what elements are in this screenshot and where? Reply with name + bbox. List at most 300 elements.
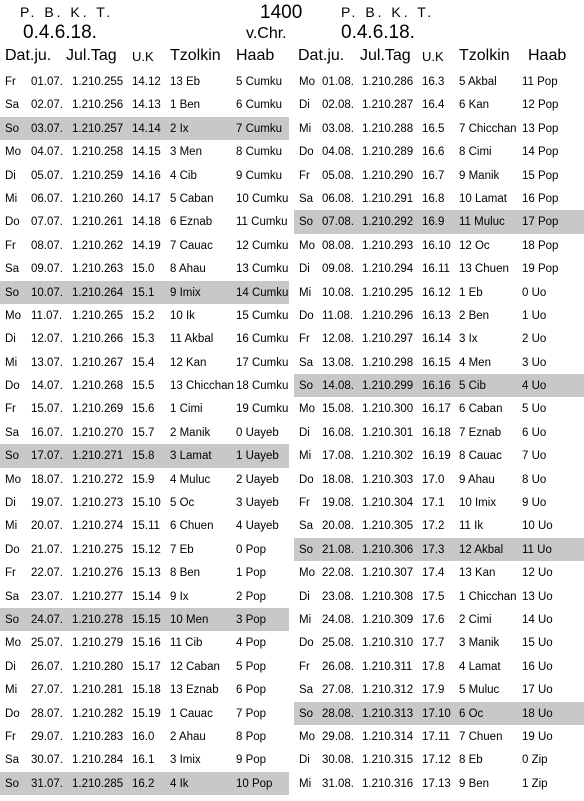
- cell-julian-day: 1.210.276: [72, 567, 124, 580]
- cell-uk: 16.6: [422, 146, 445, 159]
- cell-haab: 2 Uayeb: [236, 473, 279, 486]
- cell-tzolkin: 4 Cib: [170, 169, 197, 182]
- cell-uk: 17.13: [422, 777, 451, 790]
- column-headers: [294, 47, 584, 70]
- cell-date: 23.08.: [322, 590, 354, 603]
- cell-julian-day: 1.210.304: [362, 497, 414, 510]
- cell-tzolkin: 10 Men: [170, 613, 209, 626]
- header-haab: Haab: [528, 47, 567, 64]
- cell-haab: 7 Pop: [236, 707, 267, 720]
- table-row: [294, 631, 584, 654]
- cell-julian-day: 1.210.261: [72, 216, 124, 229]
- cell-tzolkin: 5 Oc: [170, 497, 195, 510]
- cell-weekday: Mo: [299, 730, 315, 743]
- cell-uk: 17.1: [422, 497, 445, 510]
- calendar-table-july: [0, 47, 289, 795]
- cell-weekday: Di: [5, 497, 16, 510]
- cell-haab: 19 Uo: [522, 730, 553, 743]
- cell-tzolkin: 11 Muluc: [459, 216, 505, 229]
- cell-date: 13.08.: [322, 356, 354, 369]
- cell-uk: 14.14: [132, 122, 161, 135]
- cell-tzolkin: 8 Cimi: [459, 146, 492, 159]
- cell-tzolkin: 2 Ben: [459, 309, 490, 322]
- cell-weekday: Fr: [5, 239, 16, 252]
- cell-weekday: Di: [299, 590, 310, 603]
- cell-uk: 16.3: [422, 76, 445, 88]
- table-row: [294, 772, 584, 795]
- cell-haab: 11 Uo: [522, 543, 552, 556]
- cell-uk: 15.2: [132, 309, 155, 322]
- cell-uk: 14.15: [132, 146, 161, 159]
- cell-uk: 17.8: [422, 660, 445, 673]
- calendar-table-august: [294, 47, 584, 795]
- year-label: 1400: [260, 2, 303, 23]
- cell-julian-day: 1.210.263: [72, 263, 124, 276]
- table-rows: [0, 70, 289, 795]
- cell-uk: 17.0: [422, 473, 445, 486]
- cell-tzolkin: 2 Ix: [170, 122, 189, 135]
- cell-uk: 15.0: [132, 263, 155, 276]
- cell-julian-day: 1.210.313: [362, 707, 414, 720]
- cell-date: 18.07.: [31, 473, 63, 486]
- cell-uk: 15.17: [132, 660, 161, 673]
- cell-uk: 16.18: [422, 426, 451, 439]
- cell-weekday: Sa: [5, 426, 20, 439]
- cell-date: 14.08.: [322, 380, 354, 393]
- cell-haab: 1 Uayeb: [236, 450, 279, 463]
- cell-uk: 17.12: [422, 754, 451, 767]
- cell-uk: 16.14: [422, 333, 451, 346]
- cell-weekday: Sa: [299, 684, 314, 697]
- cell-tzolkin: 8 Ahau: [170, 263, 206, 276]
- cell-weekday: Sa: [299, 192, 314, 205]
- cell-julian-day: 1.210.297: [362, 333, 414, 346]
- cell-date: 24.08.: [322, 613, 354, 626]
- header-date: Dat.ju.: [298, 47, 345, 64]
- cell-haab: 2 Uo: [522, 333, 547, 346]
- cell-weekday: Di: [5, 333, 16, 346]
- cell-uk: 17.3: [422, 543, 445, 556]
- column-headers: [0, 47, 289, 70]
- cell-julian-day: 1.210.316: [362, 777, 414, 790]
- cell-haab: 14 Cumku: [236, 286, 289, 299]
- table-row: [294, 117, 584, 140]
- cell-uk: 14.18: [132, 216, 161, 229]
- cell-julian-day: 1.210.314: [362, 730, 414, 743]
- cell-weekday: Sa: [5, 99, 20, 112]
- cell-date: 28.07.: [31, 707, 63, 720]
- cell-weekday: So: [299, 707, 314, 720]
- table-row: [294, 538, 584, 561]
- cell-date: 07.08.: [322, 216, 354, 229]
- cell-julian-day: 1.210.307: [362, 567, 414, 580]
- pbkt-right-label: P. B. K. T.: [341, 4, 435, 20]
- cell-julian-day: 1.210.258: [72, 146, 124, 159]
- cell-haab: 9 Uo: [522, 497, 547, 510]
- cell-julian-day: 1.210.300: [362, 403, 414, 416]
- cell-julian-day: 1.210.288: [362, 122, 414, 135]
- cell-tzolkin: 12 Kan: [170, 356, 207, 369]
- cell-haab: 18 Cumku: [236, 380, 289, 393]
- cell-date: 11.08.: [322, 309, 354, 322]
- cell-julian-day: 1.210.290: [362, 169, 414, 182]
- table-row: [0, 561, 289, 584]
- cell-julian-day: 1.210.264: [72, 286, 124, 299]
- table-row: [0, 281, 289, 304]
- cell-weekday: Mi: [299, 450, 312, 463]
- cell-tzolkin: 13 Chuen: [459, 263, 509, 276]
- cell-weekday: So: [5, 777, 20, 790]
- table-row: [0, 748, 289, 771]
- table-row: [294, 561, 584, 584]
- cell-tzolkin: 2 Cimi: [459, 613, 492, 626]
- cell-tzolkin: 10 Ik: [170, 309, 195, 322]
- cell-julian-day: 1.210.282: [72, 707, 124, 720]
- cell-tzolkin: 5 Cib: [459, 380, 486, 393]
- cell-julian-day: 1.210.315: [362, 754, 414, 767]
- cell-haab: 11 Pop: [522, 76, 558, 88]
- cell-date: 10.07.: [31, 286, 63, 299]
- cell-date: 08.08.: [322, 239, 354, 252]
- table-row: [0, 538, 289, 561]
- cell-date: 01.07.: [31, 76, 63, 88]
- table-row: [294, 468, 584, 491]
- cell-julian-day: 1.210.255: [72, 76, 124, 88]
- pbkt-right-value: 0.4.6.18.: [341, 22, 415, 43]
- cell-date: 21.08.: [322, 543, 354, 556]
- header-date: Dat.ju.: [5, 47, 52, 64]
- cell-date: 01.08.: [322, 76, 354, 88]
- table-row: [0, 421, 289, 444]
- cell-date: 27.07.: [31, 684, 63, 697]
- header-julian-day: Jul.Tag: [360, 47, 411, 64]
- table-row: [294, 585, 584, 608]
- cell-julian-day: 1.210.294: [362, 263, 414, 276]
- cell-uk: 16.0: [132, 730, 155, 743]
- table-row: [0, 444, 289, 467]
- cell-weekday: Mi: [299, 777, 312, 790]
- cell-julian-day: 1.210.292: [362, 216, 414, 229]
- cell-tzolkin: 7 Chicchan: [459, 122, 517, 135]
- cell-haab: 0 Zip: [522, 754, 548, 767]
- cell-date: 15.08.: [322, 403, 354, 416]
- cell-haab: 10 Cumku: [236, 192, 289, 205]
- cell-date: 17.07.: [31, 450, 63, 463]
- table-row: [294, 164, 584, 187]
- cell-tzolkin: 3 Imix: [170, 754, 201, 767]
- cell-uk: 15.6: [132, 403, 155, 416]
- cell-uk: 17.7: [422, 637, 445, 650]
- cell-weekday: Fr: [5, 567, 16, 580]
- table-row: [294, 327, 584, 350]
- cell-uk: 16.5: [422, 122, 445, 135]
- table-row: [0, 164, 289, 187]
- cell-date: 06.07.: [31, 192, 63, 205]
- cell-haab: 13 Uo: [522, 590, 553, 603]
- cell-uk: 15.7: [132, 426, 155, 439]
- cell-haab: 18 Uo: [522, 707, 553, 720]
- cell-date: 10.08.: [322, 286, 354, 299]
- cell-tzolkin: 6 Oc: [459, 707, 484, 720]
- header-julian-day: Jul.Tag: [66, 47, 117, 64]
- cell-haab: 1 Pop: [236, 567, 267, 580]
- cell-haab: 16 Uo: [522, 660, 553, 673]
- cell-tzolkin: 7 Cauac: [170, 239, 213, 252]
- cell-date: 31.07.: [31, 777, 63, 790]
- cell-julian-day: 1.210.283: [72, 730, 124, 743]
- table-row: [0, 608, 289, 631]
- cell-tzolkin: 1 Cimi: [170, 403, 203, 416]
- cell-uk: 17.2: [422, 520, 445, 533]
- table-row: [294, 397, 584, 420]
- cell-haab: 0 Uo: [522, 286, 547, 299]
- cell-julian-day: 1.210.267: [72, 356, 124, 369]
- cell-haab: 12 Uo: [522, 567, 553, 580]
- cell-haab: 10 Pop: [236, 777, 273, 790]
- cell-uk: 16.7: [422, 169, 445, 182]
- cell-haab: 19 Cumku: [236, 403, 289, 416]
- cell-weekday: Mi: [5, 192, 18, 205]
- cell-weekday: Mi: [5, 684, 18, 697]
- cell-date: 16.08.: [322, 426, 354, 439]
- cell-haab: 14 Uo: [522, 613, 553, 626]
- cell-uk: 16.4: [422, 99, 445, 112]
- cell-weekday: So: [5, 122, 20, 135]
- cell-uk: 15.8: [132, 450, 155, 463]
- cell-tzolkin: 6 Caban: [459, 403, 503, 416]
- cell-haab: 8 Uo: [522, 473, 547, 486]
- cell-uk: 16.2: [132, 777, 155, 790]
- cell-date: 20.07.: [31, 520, 63, 533]
- table-row: [294, 234, 584, 257]
- table-row: [0, 631, 289, 654]
- cell-tzolkin: 2 Ahau: [170, 730, 206, 743]
- cell-date: 31.08.: [322, 777, 354, 790]
- cell-haab: 9 Pop: [236, 754, 267, 767]
- cell-julian-day: 1.210.268: [72, 380, 124, 393]
- cell-date: 30.08.: [322, 754, 354, 767]
- cell-tzolkin: 1 Chicchan: [459, 590, 517, 603]
- table-row: [294, 491, 584, 514]
- cell-date: 06.08.: [322, 192, 354, 205]
- cell-date: 30.07.: [31, 754, 63, 767]
- cell-weekday: Di: [5, 660, 16, 673]
- table-row: [294, 187, 584, 210]
- cell-tzolkin: 13 Eb: [170, 76, 201, 88]
- cell-tzolkin: 12 Oc: [459, 239, 490, 252]
- table-row: [0, 772, 289, 795]
- cell-date: 05.07.: [31, 169, 63, 182]
- cell-julian-day: 1.210.262: [72, 239, 124, 252]
- cell-weekday: Do: [5, 216, 20, 229]
- cell-tzolkin: 11 Cib: [170, 637, 203, 650]
- cell-weekday: So: [5, 613, 20, 626]
- cell-tzolkin: 8 Eb: [459, 754, 483, 767]
- cell-julian-day: 1.210.272: [72, 473, 124, 486]
- cell-uk: 16.9: [422, 216, 445, 229]
- cell-weekday: Di: [5, 169, 16, 182]
- cell-uk: 14.12: [132, 76, 161, 88]
- cell-uk: 14.19: [132, 239, 161, 252]
- cell-uk: 15.5: [132, 380, 155, 393]
- cell-julian-day: 1.210.265: [72, 309, 124, 322]
- cell-tzolkin: 1 Eb: [459, 286, 483, 299]
- table-row: [294, 655, 584, 678]
- cell-date: 12.08.: [322, 333, 354, 346]
- cell-date: 13.07.: [31, 356, 63, 369]
- header-tzolkin: Tzolkin: [459, 47, 510, 64]
- cell-weekday: So: [5, 450, 20, 463]
- cell-julian-day: 1.210.270: [72, 426, 124, 439]
- cell-uk: 14.17: [132, 192, 161, 205]
- cell-date: 02.08.: [322, 99, 354, 112]
- cell-haab: 10 Uo: [522, 520, 553, 533]
- cell-tzolkin: 6 Kan: [459, 99, 490, 112]
- table-row: [0, 187, 289, 210]
- cell-haab: 19 Pop: [522, 263, 559, 276]
- cell-tzolkin: 12 Akbal: [459, 543, 504, 556]
- cell-uk: 15.10: [132, 497, 161, 510]
- table-row: [294, 444, 584, 467]
- cell-weekday: So: [299, 543, 314, 556]
- cell-julian-day: 1.210.257: [72, 122, 124, 135]
- table-row: [294, 281, 584, 304]
- table-row: [294, 678, 584, 701]
- cell-haab: 6 Uo: [522, 426, 547, 439]
- cell-date: 23.07.: [31, 590, 63, 603]
- table-row: [294, 140, 584, 163]
- cell-date: 26.08.: [322, 660, 354, 673]
- cell-date: 29.08.: [322, 730, 354, 743]
- cell-date: 14.07.: [31, 380, 63, 393]
- cell-date: 21.07.: [31, 543, 63, 556]
- table-row: [0, 327, 289, 350]
- cell-julian-day: 1.210.285: [72, 777, 124, 790]
- cell-haab: 12 Pop: [522, 99, 559, 112]
- cell-tzolkin: 6 Eznab: [170, 216, 213, 229]
- table-row: [294, 748, 584, 771]
- cell-tzolkin: 1 Ben: [170, 99, 201, 112]
- cell-uk: 15.16: [132, 637, 161, 650]
- cell-haab: 8 Pop: [236, 730, 267, 743]
- cell-uk: 16.15: [422, 356, 451, 369]
- table-row: [0, 117, 289, 140]
- cell-uk: 16.8: [422, 192, 445, 205]
- cell-uk: 14.16: [132, 169, 161, 182]
- cell-date: 12.07.: [31, 333, 63, 346]
- cell-weekday: Mi: [299, 286, 312, 299]
- cell-date: 11.07.: [31, 309, 63, 322]
- table-row: [0, 304, 289, 327]
- cell-tzolkin: 6 Chuen: [170, 520, 214, 533]
- cell-tzolkin: 2 Manik: [170, 426, 211, 439]
- cell-julian-day: 1.210.277: [72, 590, 124, 603]
- cell-haab: 14 Pop: [522, 146, 559, 159]
- cell-tzolkin: 3 Ix: [459, 333, 478, 346]
- table-row: [294, 70, 584, 93]
- cell-julian-day: 1.210.291: [362, 192, 414, 205]
- cell-weekday: Sa: [5, 590, 20, 603]
- cell-haab: 3 Uo: [522, 356, 547, 369]
- cell-date: 09.07.: [31, 263, 63, 276]
- table-row: [0, 655, 289, 678]
- cell-uk: 16.19: [422, 450, 451, 463]
- cell-uk: 17.9: [422, 684, 445, 697]
- cell-date: 19.08.: [322, 497, 354, 510]
- cell-julian-day: 1.210.308: [362, 590, 414, 603]
- cell-tzolkin: 4 Lamat: [459, 660, 501, 673]
- cell-julian-day: 1.210.275: [72, 543, 124, 556]
- table-row: [0, 397, 289, 420]
- cell-haab: 8 Cumku: [236, 146, 283, 159]
- cell-haab: 2 Pop: [236, 590, 267, 603]
- cell-haab: 16 Pop: [522, 192, 559, 205]
- cell-weekday: Mi: [5, 356, 18, 369]
- cell-uk: 15.11: [132, 520, 160, 533]
- cell-julian-day: 1.210.256: [72, 99, 124, 112]
- table-row: [0, 93, 289, 116]
- cell-date: 27.08.: [322, 684, 354, 697]
- cell-julian-day: 1.210.311: [362, 660, 413, 673]
- cell-weekday: Mi: [299, 613, 312, 626]
- cell-date: 24.07.: [31, 613, 63, 626]
- cell-tzolkin: 11 Ik: [459, 520, 484, 533]
- cell-uk: 16.11: [422, 263, 450, 276]
- cell-weekday: Di: [299, 754, 310, 767]
- cell-weekday: Mo: [5, 309, 21, 322]
- cell-weekday: Mo: [299, 567, 315, 580]
- cell-weekday: Di: [299, 263, 310, 276]
- cell-tzolkin: 1 Cauac: [170, 707, 213, 720]
- cell-julian-day: 1.210.269: [72, 403, 124, 416]
- cell-haab: 17 Pop: [522, 216, 559, 229]
- cell-tzolkin: 3 Lamat: [170, 450, 212, 463]
- table-row: [294, 304, 584, 327]
- cell-haab: 15 Cumku: [236, 309, 289, 322]
- cell-weekday: Mo: [299, 403, 315, 416]
- cell-weekday: Do: [299, 309, 314, 322]
- header-haab: Haab: [236, 47, 275, 64]
- table-row: [0, 702, 289, 725]
- cell-tzolkin: 7 Eb: [170, 543, 194, 556]
- cell-date: 04.08.: [322, 146, 354, 159]
- cell-weekday: Mo: [5, 146, 21, 159]
- cell-tzolkin: 10 Lamat: [459, 192, 507, 205]
- table-row: [294, 257, 584, 280]
- cell-weekday: Mo: [299, 239, 315, 252]
- cell-tzolkin: 8 Ben: [170, 567, 201, 580]
- cell-uk: 14.13: [132, 99, 161, 112]
- table-row: [294, 93, 584, 116]
- cell-haab: 5 Uo: [522, 403, 547, 416]
- cell-date: 07.07.: [31, 216, 63, 229]
- table-row: [294, 608, 584, 631]
- cell-weekday: Do: [5, 380, 20, 393]
- cell-haab: 6 Pop: [236, 684, 267, 697]
- pbkt-left-value: 0.4.6.18.: [23, 22, 97, 43]
- cell-julian-day: 1.210.274: [72, 520, 124, 533]
- cell-haab: 13 Cumku: [236, 263, 289, 276]
- cell-julian-day: 1.210.302: [362, 450, 414, 463]
- header-tzolkin: Tzolkin: [170, 47, 221, 64]
- cell-haab: 11 Cumku: [236, 216, 288, 229]
- table-row: [0, 678, 289, 701]
- cell-julian-day: 1.210.306: [362, 543, 414, 556]
- cell-haab: 17 Cumku: [236, 356, 289, 369]
- cell-weekday: Fr: [299, 169, 310, 182]
- cell-date: 16.07.: [31, 426, 63, 439]
- cell-date: 22.08.: [322, 567, 354, 580]
